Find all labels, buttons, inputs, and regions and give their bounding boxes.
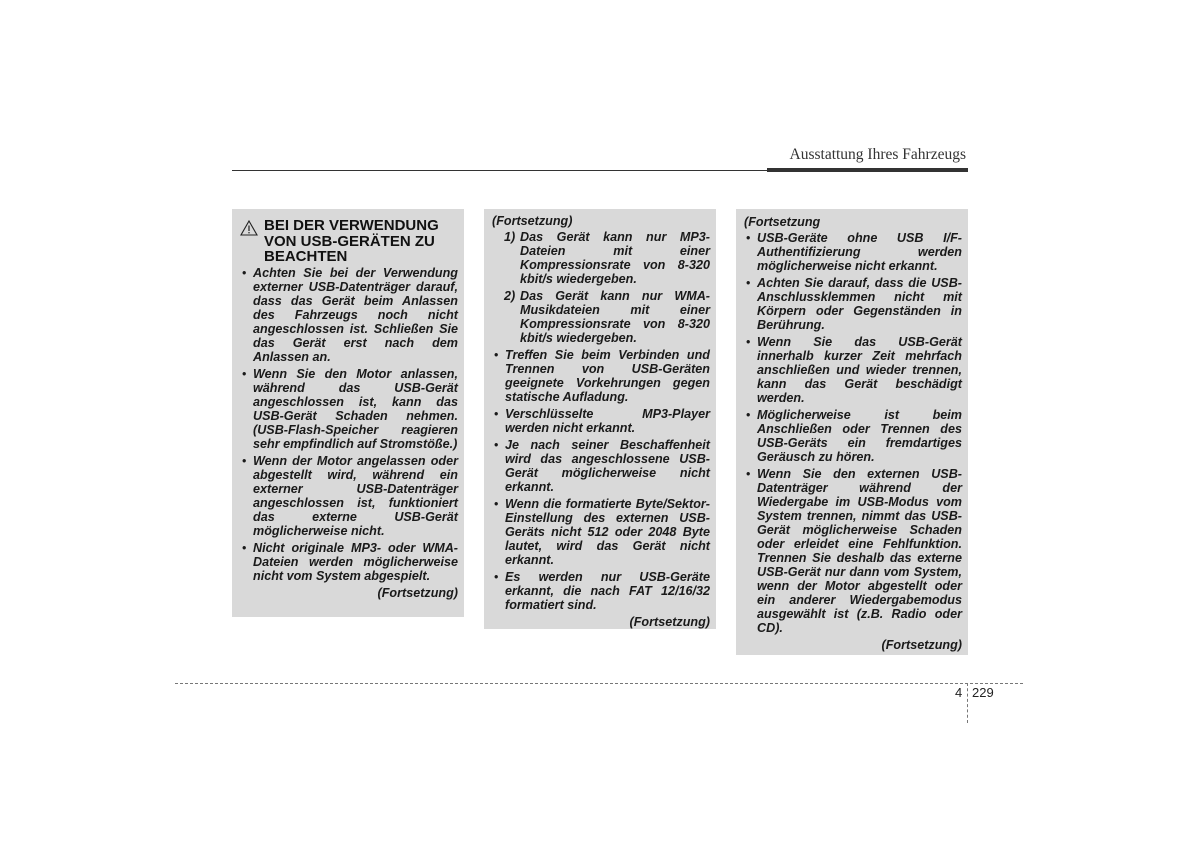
bullet-list (744, 231, 962, 635)
list-item: • Nicht originale MP3- oder WMA-Dateien werden möglicherweise nicht vom System abgespielt. (240, 541, 458, 583)
header-rule-bar (767, 168, 968, 172)
continuation-footer: (Fortsetzung) (881, 638, 962, 652)
footer-dashed-rule (175, 683, 1023, 684)
warning-box-3 (736, 209, 968, 655)
list-item (492, 230, 710, 286)
continuation-header: (Fortsetzung (744, 215, 821, 229)
list-item: • Treffen Sie beim Verbinden und Trennen von USB-Geräten geeignete Vorkehrungen gegen statische Aufladung. (492, 348, 710, 404)
numbered-list (492, 230, 710, 345)
list-item: • Je nach seiner Beschaffenheit wird das angeschlossene USB-Gerät möglicherweise nicht erkannt. (492, 438, 710, 494)
warning-triangle-icon (240, 220, 260, 239)
list-item: • Wenn Sie den externen USB-Datenträger während der Wiedergabe im USB-Modus vom System trennen, nimmt das USB-Gerät möglicherweise Schaden oder erleidet eine Fehlfunktion. Trennen Sie deshalb das externe USB-Gerät nur dann vom System, wenn der Motor abgestellt oder ein anderer Wiedergabemodus ausgewählt ist (z.B. Radio oder CD). (744, 467, 962, 635)
bullet-list (240, 266, 458, 583)
item-text: Das Gerät kann nur WMA-Musikdateien mit einer Kompressionsrate von 8-320 kbit/s wiedergeben. (520, 289, 710, 345)
section-title: Ausstattung Ihres Fahrzeugs (789, 146, 966, 163)
list-item: • Wenn Sie das USB-Gerät innerhalb kurzer Zeit mehrfach anschließen und wieder trennen, kann das Gerät beschädigt werden. (744, 335, 962, 405)
list-item: • Verschlüsselte MP3-Player werden nicht erkannt. (492, 407, 710, 435)
page-number-divider (967, 683, 968, 723)
list-item: • Wenn der Motor angelassen oder abgestellt wird, während ein externer USB-Datenträger angeschlossen ist, funktioniert das externe USB-Gerät möglicherweise nicht. (240, 454, 458, 538)
list-item: • Wenn Sie den Motor anlassen, während das USB-Gerät angeschlossen ist, kann das USB-Gerät Schaden nehmen. (USB-Flash-Speicher reagieren sehr empfindlich auf Stromstöße.) (240, 367, 458, 451)
warning-box-2 (484, 209, 716, 629)
warning-box-1 (232, 209, 464, 617)
chapter-number: 4 (955, 685, 963, 700)
list-item: • Achten Sie bei der Verwendung externer USB-Datenträger darauf, dass das Gerät beim Anlassen des Fahrzeugs noch nicht angeschlossen ist. Schließen Sie das Gerät erst nach dem Anlassen an. (240, 266, 458, 364)
item-number: 1) (504, 230, 516, 244)
continuation-header: (Fortsetzung) (492, 214, 573, 228)
list-item: • USB-Geräte ohne USB I/F-Authentifizierung werden möglicherweise nicht erkannt. (744, 231, 962, 273)
list-item (492, 289, 710, 345)
warning-header (240, 218, 458, 265)
item-text: Das Gerät kann nur MP3-Dateien mit einer Kompressionsrate von 8-320 kbit/s wiedergeben. (520, 230, 710, 286)
list-item: • Möglicherweise ist beim Anschließen oder Trennen des USB-Geräts ein fremdartiges Geräusch zu hören. (744, 408, 962, 464)
list-item: • Achten Sie darauf, dass die USB-Anschlussklemmen nicht mit Körpern oder Gegenständen in Berührung. (744, 276, 962, 332)
warning-title: BEI DER VERWENDUNG VON USB-GERÄTEN ZU BEACHTEN (264, 217, 439, 265)
item-number: 2) (504, 289, 516, 303)
bullet-list (492, 348, 710, 612)
list-item: • Es werden nur USB-Geräte erkannt, die nach FAT 12/16/32 formatiert sind. (492, 570, 710, 612)
page-number: 229 (972, 685, 994, 700)
continuation-footer: (Fortsetzung) (377, 585, 458, 600)
continuation-footer: (Fortsetzung) (629, 615, 710, 629)
list-item: • Wenn die formatierte Byte/Sektor-Einstellung des externen USB-Geräts nicht 512 oder 2048 Byte lautet, wird das Gerät nicht erkannt. (492, 497, 710, 567)
header-rule (232, 170, 767, 171)
